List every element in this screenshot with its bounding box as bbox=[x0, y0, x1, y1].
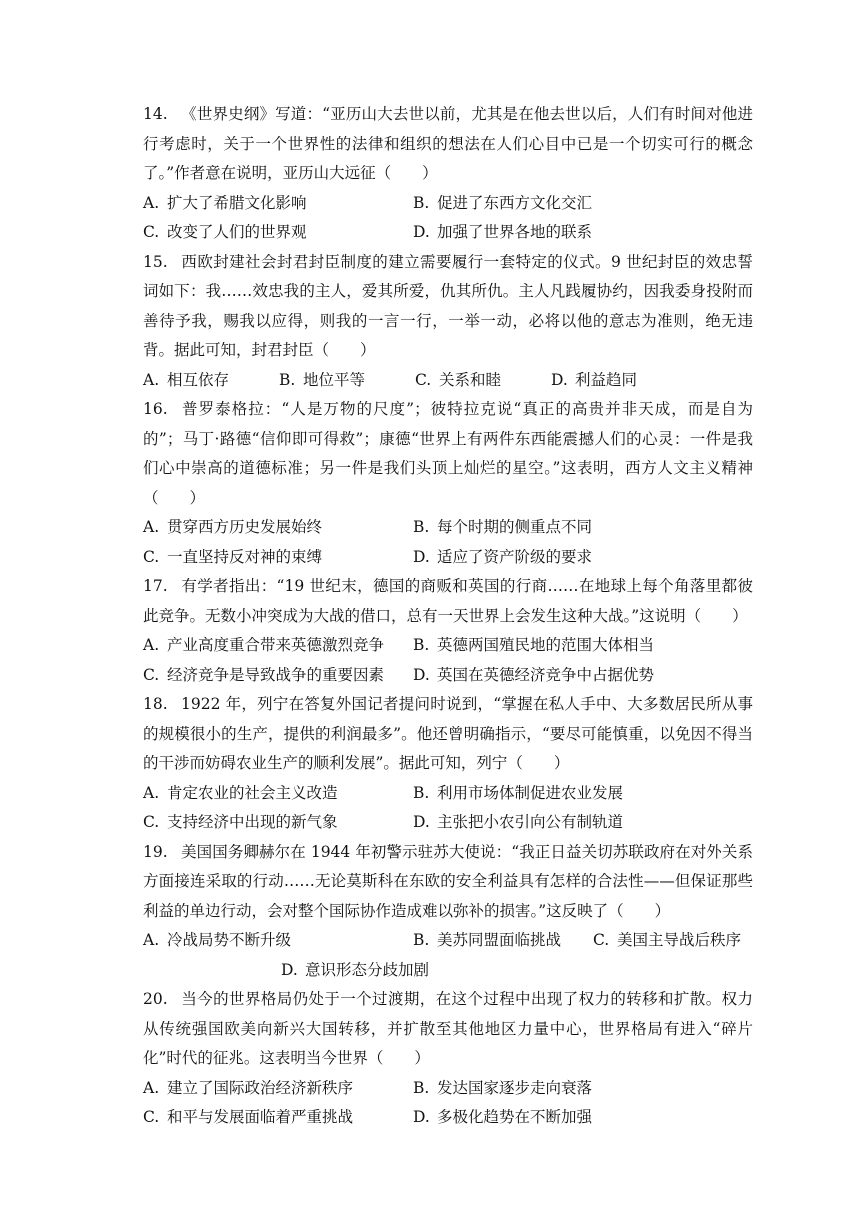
option-c[interactable]: C. 支持经济中出现的新气象 bbox=[143, 813, 338, 831]
question-list bbox=[143, 100, 753, 1133]
option-b[interactable]: B. 美苏同盟面临挑战 bbox=[413, 931, 562, 949]
question-20 bbox=[143, 985, 753, 1133]
option-d[interactable]: D. 适应了资产阶级的要求 bbox=[413, 547, 593, 566]
question-16 bbox=[143, 395, 753, 572]
question-stem: 《世界史纲》写道：“亚历山大去世以前，尤其是在他去世以后，人们有时间对他进行考虑时，关于一个世界性的法律和组织的想法在人们心目中已是一个切实可行的概念了。”作者意在说明，亚历山大远征（ ） bbox=[143, 105, 753, 182]
question-number: 18. bbox=[143, 695, 168, 713]
question-18 bbox=[143, 690, 753, 838]
question-stem: 有学者指出：“19 世纪末，德国的商贩和英国的行商……在地球上每个角落里都彼此竞争。无数小冲突成为大战的借口，总有一天世界上会发生这种大战。”这说明（ ） bbox=[143, 577, 753, 625]
option-a[interactable]: A. 建立了国际政治经济新秩序 bbox=[143, 1078, 354, 1097]
option-b[interactable]: B. 英德两国殖民地的范围大体相当 bbox=[413, 636, 655, 654]
option-d[interactable]: D. 英国在英德经济竞争中占据优势 bbox=[413, 665, 655, 684]
question-stem: 西欧封建社会封君封臣制度的建立需要履行一套特定的仪式。9 世纪封臣的效忠誓词如下：我……效忠我的主人，爱其所爱，仇其所仇。主人凡践履协约，因我委身投附而善待予我，赐我以应得，则我的一言一行，一举一动，必将以他的意志为准则，绝无违背。据此可知，封君封臣（ ） bbox=[143, 252, 753, 359]
option-c[interactable]: C. 美国主导战后秩序 bbox=[593, 931, 742, 949]
question-stem: 1922 年，列宁在答复外国记者提问时说到，“掌握在私人手中、大多数居民所从事的规模很小的生产，提供的利润最多”。他还曾明确指示，“要尽可能慎重，以免因不得当的干涉而妨碍农业生产的顺利发展”。据此可知，列宁（ ） bbox=[143, 695, 753, 772]
option-b[interactable]: B. 地位平等 bbox=[279, 370, 366, 389]
option-c[interactable]: C. 改变了人们的世界观 bbox=[143, 223, 307, 241]
option-d[interactable]: D. 意识形态分歧加剧 bbox=[281, 960, 430, 979]
option-b[interactable]: B. 每个时期的侧重点不同 bbox=[413, 518, 593, 536]
question-17 bbox=[143, 572, 753, 690]
question-number: 15. bbox=[143, 252, 168, 271]
option-a[interactable]: A. 冷战局势不断升级 bbox=[143, 931, 292, 949]
option-b[interactable]: B. 发达国家逐步走向衰落 bbox=[413, 1078, 593, 1097]
option-b[interactable]: B. 促进了东西方文化交汇 bbox=[413, 193, 593, 212]
question-number: 14. bbox=[143, 105, 168, 123]
question-number: 20. bbox=[143, 990, 168, 1008]
question-19 bbox=[143, 838, 753, 986]
question-number: 16. bbox=[143, 400, 168, 418]
option-c[interactable]: C. 经济竞争是导致战争的重要因素 bbox=[143, 665, 385, 684]
option-d[interactable]: D. 加强了世界各地的联系 bbox=[413, 223, 593, 241]
question-stem: 普罗泰格拉：“人是万物的尺度”；彼特拉克说“真正的高贵并非天成，而是自为的”；马丁·路德“信仰即可得救”；康德“世界上有两件东西能震撼人们的心灵：一件是我们心中崇高的道德标准；另一件是我们头顶上灿烂的星空。”这表明，西方人文主义精神（ ） bbox=[143, 400, 753, 507]
option-c[interactable]: C. 关系和睦 bbox=[415, 370, 502, 389]
option-a[interactable]: A. 产业高度重合带来英德激烈竞争 bbox=[143, 636, 385, 654]
question-stem: 美国国务卿赫尔在 1944 年初警示驻苏大使说：“我正日益关切苏联政府在对外关系方面接连采取的行动……无论莫斯科在东欧的安全利益具有怎样的合法性——但保证那些利益的单边行动，会对整个国际协作造成难以弥补的损害。”这反映了（ ） bbox=[143, 842, 753, 920]
question-number: 17. bbox=[143, 577, 168, 595]
option-a[interactable]: A. 相互依存 bbox=[143, 370, 230, 389]
option-a[interactable]: A. 肯定农业的社会主义改造 bbox=[143, 783, 338, 802]
option-d[interactable]: D. 利益趋同 bbox=[551, 370, 638, 389]
question-number: 19. bbox=[143, 842, 168, 861]
option-d[interactable]: D. 主张把小农引向公有制轨道 bbox=[413, 813, 624, 831]
question-14 bbox=[143, 100, 753, 248]
option-c[interactable]: C. 和平与发展面临着严重挑战 bbox=[143, 1108, 354, 1126]
question-15 bbox=[143, 248, 753, 396]
option-a[interactable]: A. 贯穿西方历史发展始终 bbox=[143, 518, 323, 536]
option-c[interactable]: C. 一直坚持反对神的束缚 bbox=[143, 547, 323, 566]
option-a[interactable]: A. 扩大了希腊文化影响 bbox=[143, 193, 307, 212]
option-b[interactable]: B. 利用市场体制促进农业发展 bbox=[413, 783, 624, 802]
option-d[interactable]: D. 多极化趋势在不断加强 bbox=[413, 1108, 593, 1126]
question-stem: 当今的世界格局仍处于一个过渡期，在这个过程中出现了权力的转移和扩散。权力从传统强国欧美向新兴大国转移，并扩散至其他地区力量中心，世界格局有进入“碎片化”时代的征兆。这表明当今世界（ ） bbox=[143, 990, 753, 1067]
